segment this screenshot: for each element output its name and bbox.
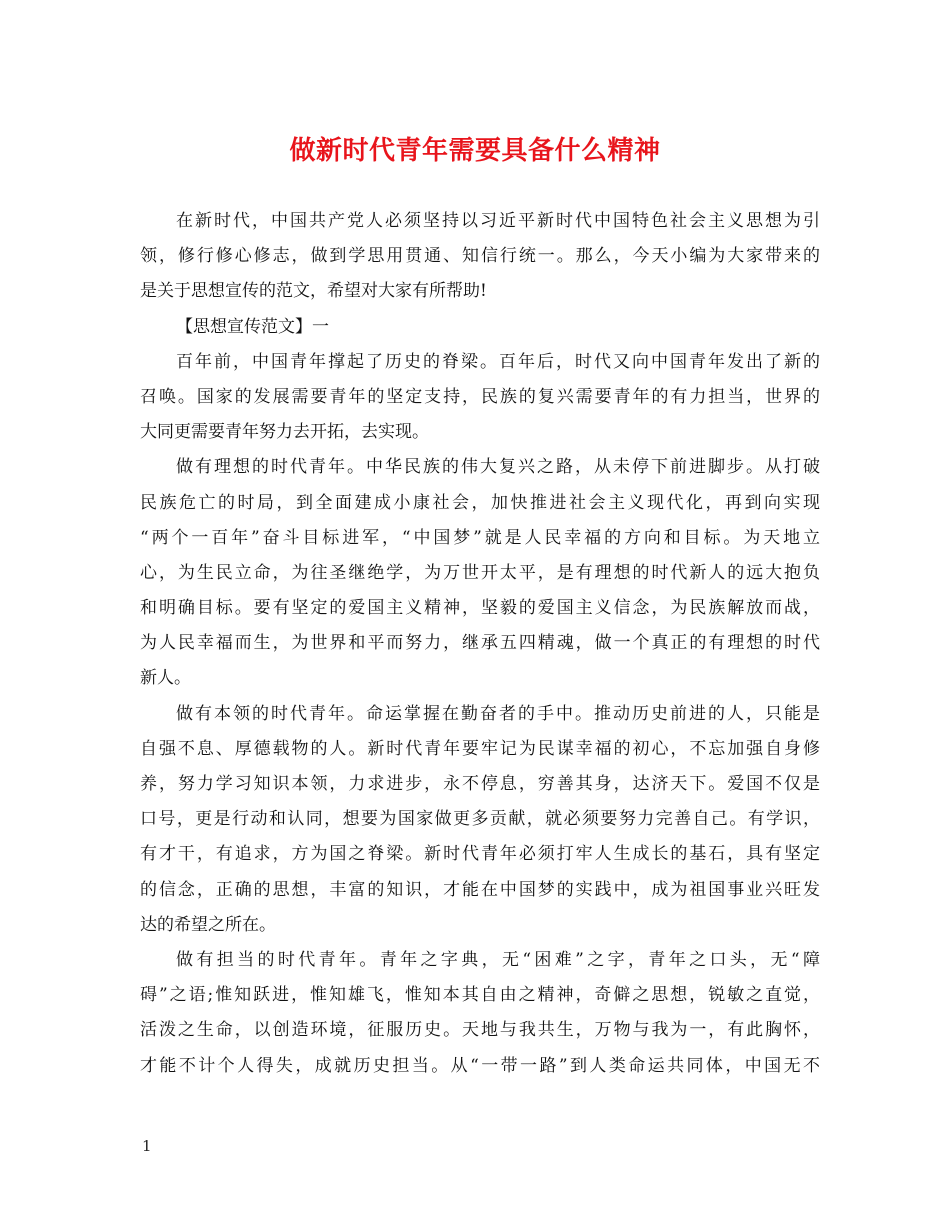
text-line-content: 养，努力学习知识本领，力求进步，永不停息，穷善其身，达济天下。爱国不仅是 <box>140 774 820 794</box>
text-line <box>140 241 820 276</box>
text-line-content: 有才干，有追求，方为国之脊梁。新时代青年必须打牢人生成长的基石，具有坚定 <box>140 844 820 865</box>
text-line <box>140 382 820 417</box>
text-line-content: 口号，更是行动和认同，想要为国家做更多贡献，就必须要努力完善自己。有学识， <box>140 809 820 830</box>
section-heading <box>140 312 820 347</box>
text-line <box>140 734 820 769</box>
document-body <box>140 206 820 1086</box>
text-line <box>140 663 820 698</box>
text-line <box>140 980 820 1015</box>
text-line <box>140 347 820 382</box>
text-line-content: 碍”之语;惟知跃进，惟知雄飞，惟知本其自由之精神，奇僻之思想，锐敏之直觉， <box>140 985 820 1006</box>
text-line-content: 在新时代，中国共产党人必须坚持以习近平新时代中国特色社会主义思想为引 <box>176 211 820 231</box>
text-line-content: 的信念，正确的思想，丰富的知识，才能在中国梦的实践中，成为祖国事业兴旺发 <box>140 879 820 900</box>
text-line-content: 做有担当的时代青年。青年之字典，无“困难”之字，青年之口头，无“障 <box>176 949 820 970</box>
text-line-content: 做有理想的时代青年。中华民族的伟大复兴之路，从未停下前进脚步。从打破 <box>176 457 820 478</box>
text-line <box>140 945 820 980</box>
text-line <box>140 417 820 452</box>
text-line-content: 做有本领的时代青年。命运掌握在勤奋者的手中。推动历史前进的人，只能是 <box>176 703 820 724</box>
section-heading-text: 【思想宣传范文】一 <box>176 316 329 337</box>
text-line <box>140 769 820 804</box>
text-line-content: 领，修行修心修志，做到学思用贯通、知信行统一。那么，今天小编为大家带来的 <box>140 246 820 267</box>
text-line-content: 民族危亡的时局，到全面建成小康社会，加快推进社会主义现代化，再到向实现 <box>140 492 820 513</box>
text-line-content: 是关于思想宣传的范文，希望对大家有所帮助! <box>140 281 487 302</box>
text-line <box>140 452 820 487</box>
text-line-content: “两个一百年”奋斗目标进军，“中国梦”就是人民幸福的方向和目标。为天地立 <box>140 527 820 548</box>
text-line <box>140 558 820 593</box>
document-title: 做新时代青年需要具备什么精神 <box>289 136 661 166</box>
text-line <box>140 276 820 311</box>
text-line <box>140 910 820 945</box>
text-line <box>140 875 820 910</box>
page-number: 1 <box>142 1137 152 1155</box>
text-line <box>140 1015 820 1050</box>
text-line <box>140 523 820 558</box>
text-line-content: 新人。 <box>140 668 191 689</box>
text-line-content: 百年前，中国青年撑起了历史的脊梁。百年后，时代又向中国青年发出了新的 <box>176 351 820 372</box>
text-line-content: 和明确目标。要有坚定的爱国主义精神，坚毅的爱国主义信念，为民族解放而战， <box>140 598 820 619</box>
text-line <box>140 839 820 874</box>
text-line <box>140 488 820 523</box>
text-line <box>140 206 820 241</box>
text-line-content: 自强不息、厚德载物的人。新时代青年要牢记为民谋幸福的初心，不忘加强自身修 <box>140 738 820 759</box>
text-line-content: 为人民幸福而生，为世界和平而努力，继承五四精魂，做一个真正的有理想的时代 <box>140 633 820 654</box>
text-line <box>140 1051 820 1086</box>
text-line-content: 活泼之生命，以创造环境，征服历史。天地与我共生，万物与我为一，有此胸怀， <box>140 1020 820 1041</box>
text-line <box>140 628 820 663</box>
text-line-content: 才能不计个人得失，成就历史担当。从“一带一路”到人类命运共同体，中国无不 <box>140 1055 820 1076</box>
text-line <box>140 699 820 734</box>
text-line-content: 大同更需要青年努力去开拓，去实现。 <box>140 422 429 443</box>
text-line <box>140 593 820 628</box>
text-line <box>140 804 820 839</box>
text-line-content: 心，为生民立命，为往圣继绝学，为万世开太平，是有理想的时代新人的远大抱负 <box>140 562 820 583</box>
text-line-content: 达的希望之所在。 <box>140 914 276 935</box>
text-line-content: 召唤。国家的发展需要青年的坚定支持，民族的复兴需要青年的有力担当，世界的 <box>140 386 820 407</box>
